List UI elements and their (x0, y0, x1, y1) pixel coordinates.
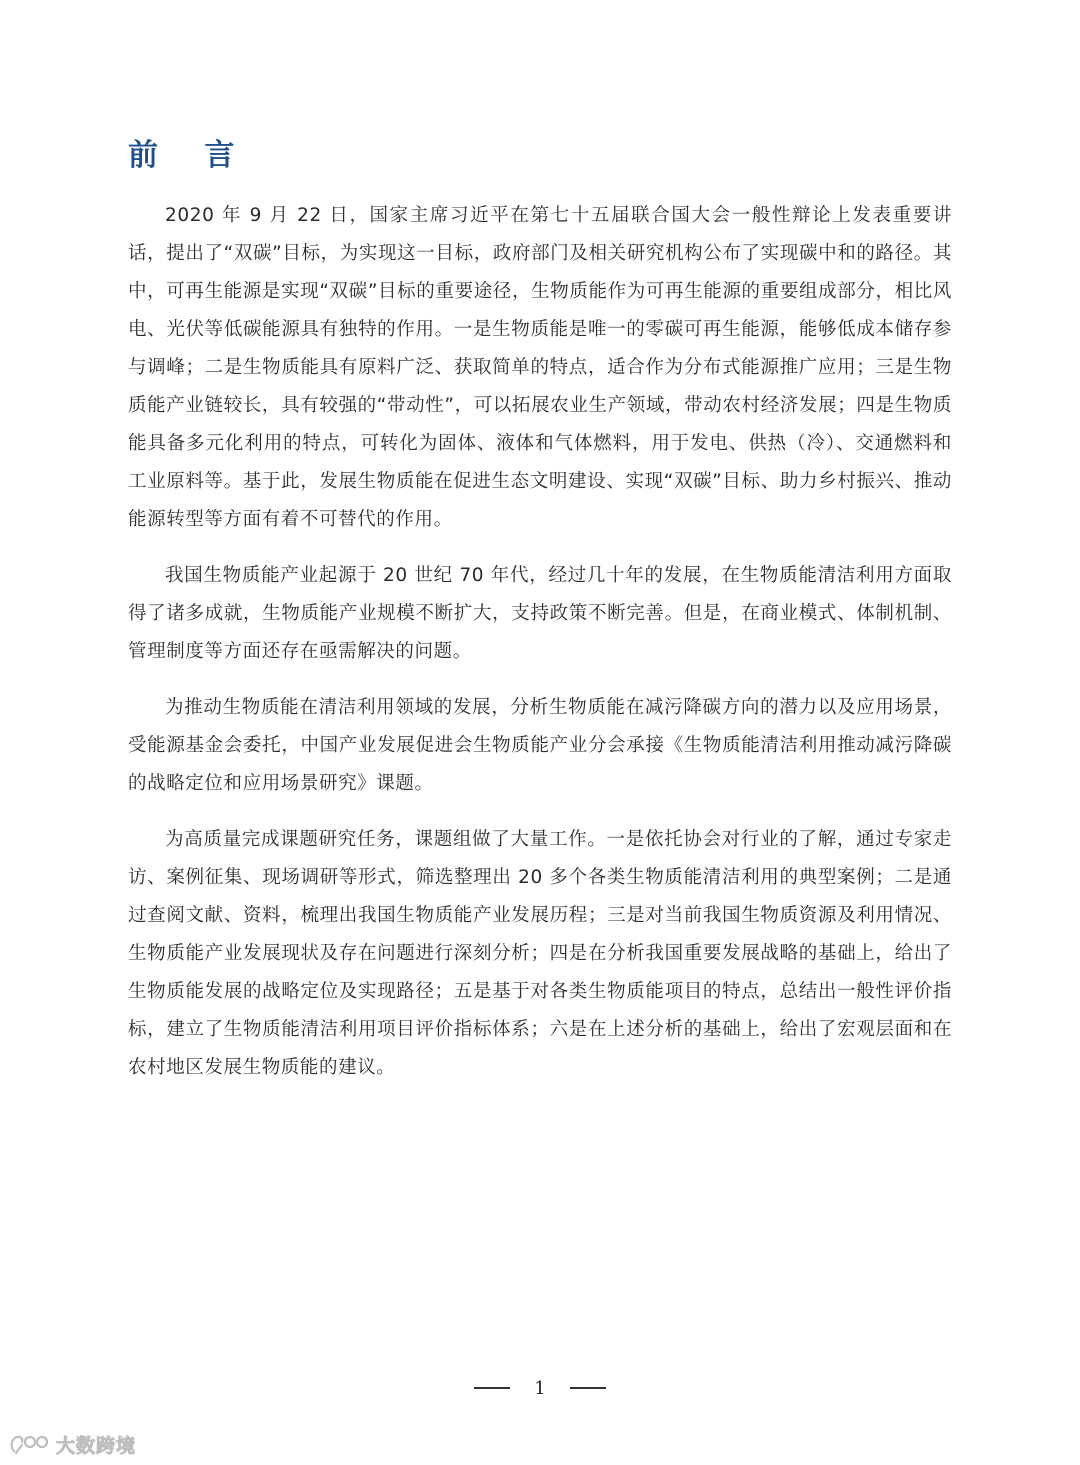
page-number: 1 (534, 1377, 546, 1399)
footer-rule-left (474, 1387, 510, 1389)
paragraph-3: 为推动生物质能在清洁利用领域的发展，分析生物质能在减污降碳方向的潜力以及应用场景，受能源基金会委托，中国产业发展促进会生物质能产业分会承接《生物质能清洁利用推动减污降碳的战略定位和应用场景研究》课题。 (128, 697, 952, 794)
paragraph-1: 2020 年 9 月 22 日，国家主席习近平在第七十五届联合国大会一般性辩论上发表重要讲话，提出了“双碳”目标，为实现这一目标，政府部门及相关研究机构公布了实现碳中和的路径。其中，可再生能源是实现“双碳”目标的重要途径，生物质能作为可再生能源的重要组成部分，相比风电、光伏等低碳能源具有独特的作用。一是生物质能是唯一的零碳可再生能源，能够低成本储存参与调峰；二是生物质能具有原料广泛、获取简单的特点，适合作为分布式能源推广应用；三是生物质能产业链较长，具有较强的“带动性”，可以拓展农业生产领域，带动农村经济发展；四是生物质能具备多元化利用的特点，可转化为固体、液体和气体燃料，用于发电、供热（冷）、交通燃料和工业原料等。基于此，发展生物质能在促进生态文明建设、实现“双碳”目标、助力乡村振兴、推动能源转型等方面有着不可替代的作用。 (128, 205, 952, 530)
watermark-text: 大数跨境 (56, 1434, 137, 1457)
preface-body (128, 197, 952, 1105)
paragraph-4: 为高质量完成课题研究任务，课题组做了大量工作。一是依托协会对行业的了解，通过专家走访、案例征集、现场调研等形式，筛选整理出 20 多个各类生物质能清洁利用的典型案例；二是通过查阅文献、资料，梳理出我国生物质能产业发展历程；三是对当前我国生物质资源及利用情况、生物质能产业发展现状及存在问题进行深刻分析；四是在分析我国重要发展战略的基础上，给出了生物质能发展的战略定位及实现路径；五是基于对各类生物质能项目的特点，总结出一般性评价指标，建立了生物质能清洁利用项目评价指标体系；六是在上述分析的基础上，给出了宏观层面和在农村地区发展生物质能的建议。 (128, 829, 952, 1078)
watermark (8, 1428, 136, 1460)
footer-rule-right (570, 1387, 606, 1389)
watermark-logo-icon (8, 1431, 52, 1457)
page-footer (0, 1372, 1080, 1404)
page-title: 前 言 (128, 138, 253, 173)
paragraph-2: 我国生物质能产业起源于 20 世纪 70 年代，经过几十年的发展，在生物质能清洁利用方面取得了诸多成就，生物质能产业规模不断扩大，支持政策不断完善。但是，在商业模式、体制机制、管理制度等方面还存在亟需解决的问题。 (128, 565, 952, 662)
